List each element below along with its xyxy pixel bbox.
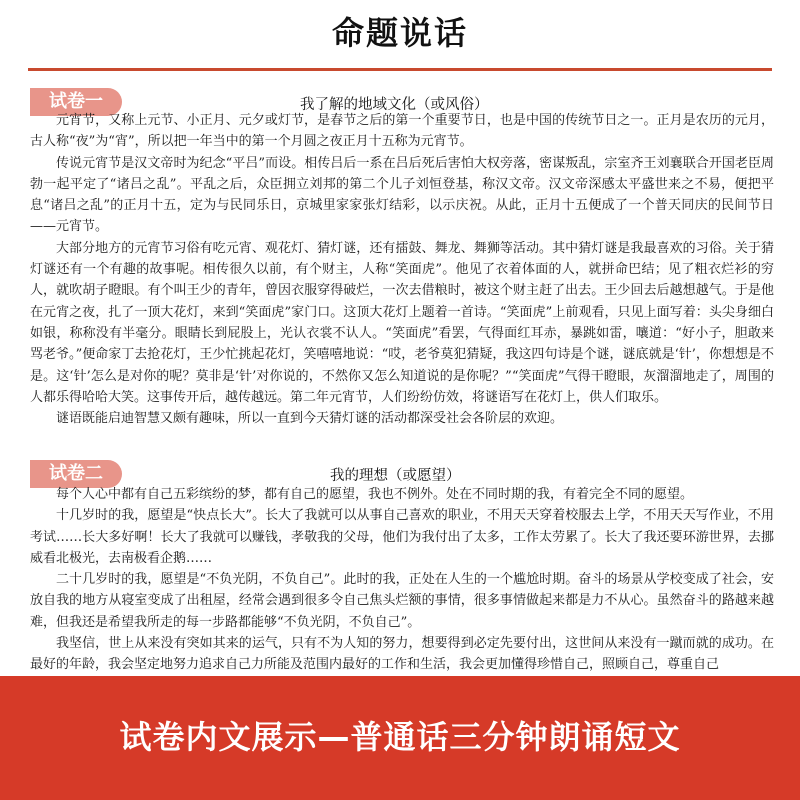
title-divider [28, 68, 772, 71]
paragraph: 大部分地方的元宵节习俗有吃元宵、观花灯、猜灯谜，还有擂鼓、舞龙、舞狮等活动。其中猜灯谜是我最喜欢的习俗。关于猜灯谜还有一个有趣的故事呢。相传很久以前，有个财主，人称“笑面虎”。他见了衣着体面的人，就拼命巴结；见了粗衣烂衫的穷人，就吹胡子瞪眼。有个叫王少的青年，曾因衣服穿得破烂，一次去借粮时，被这个财主赶了出去。王少回去后越想越气。于是他在元宵之夜，扎了一顶大花灯，来到“笑面虎”家门口。这顶大花灯上题着一首诗。“笑面虎”上前观看，只见上面写着：头尖身细白如银，称称没有半毫分。眼睛长到屁股上，光认衣裳不认人。“笑面虎”看罢，气得面红耳赤，暴跳如雷，嚷道：“好小子，胆敢来骂老爷。”便命家丁去抢花灯，王少忙挑起花灯，笑嘻嘻地说：“哎，老爷莫犯猜疑，我这四句诗是个谜，谜底就是‘针’，你想想是不是。这‘针’怎么是对你的呢？莫非是‘针’对你说的，不然你又怎么知道说的是你呢？”“笑面虎”气得干瞪眼，灰溜溜地走了，周围的人都乐得哈哈大笑。这事传开后，越传越远。第二年元宵节，人们纷纷仿效，将谜语写在花灯上，供人们取乐。 [30, 240, 774, 405]
page-title: 命题说话 [331, 14, 468, 52]
section1-body [30, 110, 774, 429]
section2-body [30, 484, 774, 676]
promo-banner [0, 676, 800, 800]
paragraph: 传说元宵节是汉文帝时为纪念“平吕”而设。相传吕后一系在吕后死后害怕大权旁落，密谋叛乱，宗室齐王刘襄联合开国老臣周勃一起平定了“诸吕之乱”。平乱之后，众臣拥立刘邦的第二个儿子刘恒登基，称汉文帝。汉文帝深感太平盛世来之不易，便把平息“诸吕之乱”的正月十五，定为与民同乐日，京城里家家张灯结彩，以示庆祝。从此，正月十五便成了一个普天同庆的民间节日——元宵节。 [30, 155, 774, 235]
paragraph: 谜语既能启迪智慧又颇有趣味，所以一直到今天猜灯谜的活动都深受社会各阶层的欢迎。 [56, 411, 564, 427]
paragraph: 元宵节，又称上元节、小正月、元夕或灯节，是春节之后的第一个重要节日，也是中国的传统节日之一。正月是农历的元月，古人称“夜”为“宵”，所以把一年当中的第一个月圆之夜正月十五称为元宵节。 [30, 113, 774, 150]
section1-title: 我了解的地域文化（或风俗） [300, 97, 489, 113]
paragraph: 我坚信，世上从来没有突如其来的运气，只有不为人知的努力，想要得到必定先要付出，这世间从来没有一蹴而就的成功。在最好的年龄，我会坚定地努力追求自己力所能及范围内最好的工作和生活，我会更加懂得珍惜自己，照顾自己，尊重自己 [30, 636, 774, 673]
paragraph: 每个人心中都有自己五彩缤纷的梦，都有自己的愿望，我也不例外。处在不同时期的我，有着完全不同的愿望。 [56, 487, 694, 502]
paragraph: 二十几岁时的我，愿望是“不负光阴，不负自己”。此时的我，正处在人生的一个尴尬时期。奋斗的场景从学校变成了社会，安放自我的地方从寝室变成了出租屋，经常会遇到很多令自己焦头烂额的事情，很多事情做起来都是力不从心。虽然奋斗的路越来越难，但我还是希望我所走的每一步路都能够“不负光阴，不负自己”。 [30, 572, 774, 630]
banner-text: 试卷内文展示—普通话三分钟朗诵短文 [119, 718, 681, 756]
section2-label: 试卷二 [30, 460, 122, 488]
section1-label: 试卷一 [30, 88, 122, 116]
paragraph: 十几岁时的我，愿望是“快点长大”。长大了我就可以从事自己喜欢的职业，不用天天穿着校服去上学，不用天天写作业，不用考试……长大多好啊！长大了我就可以赚钱，孝敬我的父母，他们为我付出了太多，工作太劳累了。长大了我还要环游世界，去挪威看北极光，去南极看企鹅…… [30, 508, 774, 566]
section2-title: 我的理想（或愿望） [330, 468, 461, 484]
